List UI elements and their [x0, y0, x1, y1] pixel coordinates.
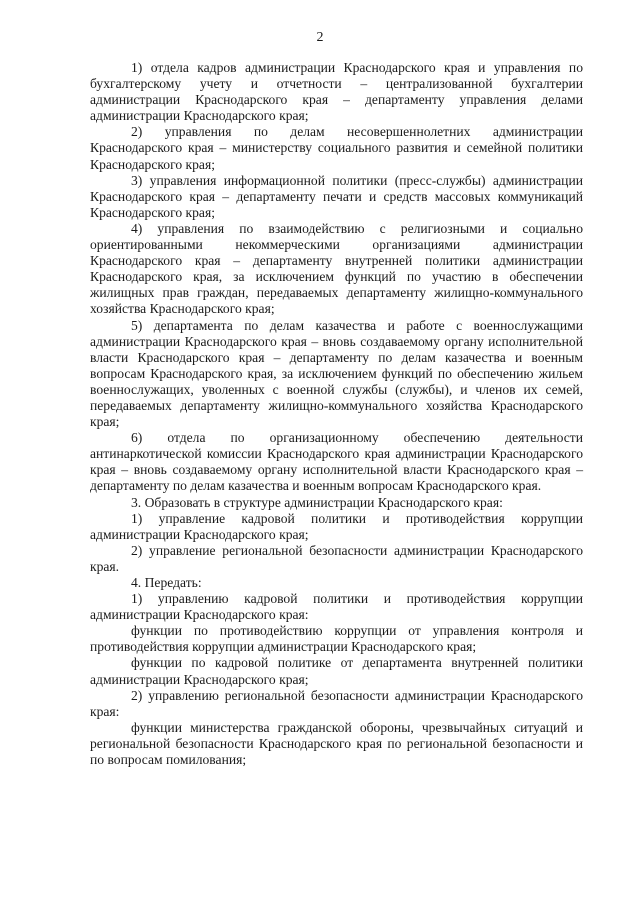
paragraph: 1) управление кадровой политики и противодействия коррупции администрации Краснодарского края; [90, 510, 583, 542]
paragraph: 3) управления информационной политики (пресс-службы) администрации Краснодарского края – департаменту печати и средств массовых коммуникаций Краснодарского края; [90, 172, 583, 220]
document-body [90, 60, 583, 768]
paragraph: функции по противодействию коррупции от управления контроля и противодействия коррупции администрации Краснодарского края; [90, 623, 583, 655]
paragraph: функции министерства гражданской обороны, чрезвычайных ситуаций и региональной безопасности Краснодарского края по региональной безопасности и по вопросам помилования; [90, 719, 583, 768]
paragraph: 2) управлению региональной безопасности администрации Краснодарского края: [90, 687, 583, 719]
paragraph: функции по кадровой политике от департамента внутренней политики администрации Краснодарского края; [90, 655, 583, 687]
paragraph: 1) отдела кадров администрации Краснодарского края и управления по бухгалтерскому учету и отчетности – централизованной бухгалтерии администрации Краснодарского края – департаменту управления делами администрации Краснодарского края; [90, 60, 583, 124]
paragraph: 4. Передать: [131, 575, 202, 590]
page-number: 2 [316, 30, 324, 45]
paragraph: 1) управлению кадровой политики и противодействия коррупции администрации Краснодарского края: [90, 591, 583, 623]
paragraph: 3. Образовать в структуре администрации Краснодарского края: [131, 494, 503, 510]
paragraph: 2) управление региональной безопасности администрации Краснодарского края. [90, 542, 583, 574]
paragraph: 6) отдела по организационному обеспечению деятельности антинаркотической комиссии Краснодарского края администрации Краснодарского края – вновь создаваемому органу исполнительной власти Краснодарского края – департаменту по делам казачества и военным вопросам Краснодарского края. [90, 430, 583, 494]
paragraph: 2) управления по делам несовершеннолетних администрации Краснодарского края – министерству социального развития и семейной политики Краснодарского края; [90, 124, 583, 172]
paragraph: 4) управления по взаимодействию с религиозными и социально ориентированными некоммерческими организациями администрации Краснодарского края – департаменту внутренней политики администрации Краснодарского края, за исключением функций по участию в обеспечении жилищных прав граждан, передаваемых департаменту жилищно-коммунального хозяйства Краснодарского края; [90, 220, 583, 317]
paragraph: 5) департамента по делам казачества и работе с военнослужащими администрации Краснодарского края – вновь создаваемому органу исполнительной власти Краснодарского края – департаменту по делам казачества и военным вопросам Краснодарского края, за исключением функций по обеспечению жильем военнослужащих, уволенных с военной службы (службы), и членов их семей, передаваемых департаменту жилищно-коммунального хозяйства Краснодарского края; [90, 317, 583, 430]
